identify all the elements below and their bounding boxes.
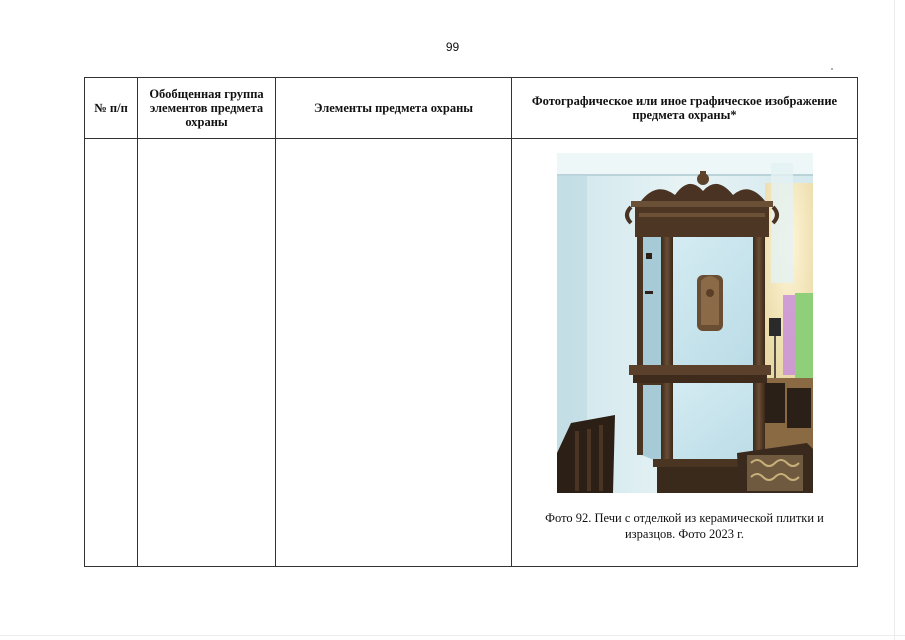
page-number: 99 <box>445 40 460 54</box>
cell-number <box>85 139 138 567</box>
table-row <box>85 139 858 567</box>
header-group: Обобщенная группа элементов предмета охраны <box>138 78 276 139</box>
scan-speck <box>831 68 833 70</box>
photo-caption: Фото 92. Печи с отделкой из керамической плитки и изразцов. Фото 2023 г. <box>545 511 824 541</box>
scan-edge <box>0 635 905 636</box>
cell-elements <box>276 139 512 567</box>
table-header-row <box>85 78 858 139</box>
header-elements: Элементы предмета охраны <box>276 78 512 139</box>
scan-edge <box>894 0 895 640</box>
stove-photo <box>557 153 813 493</box>
cell-image <box>512 139 858 567</box>
cell-group <box>138 139 276 567</box>
header-image: Фотографическое или иное графическое изображение предмета охраны* <box>512 78 858 139</box>
protection-elements-table <box>84 77 858 567</box>
header-number: № п/п <box>85 78 138 139</box>
